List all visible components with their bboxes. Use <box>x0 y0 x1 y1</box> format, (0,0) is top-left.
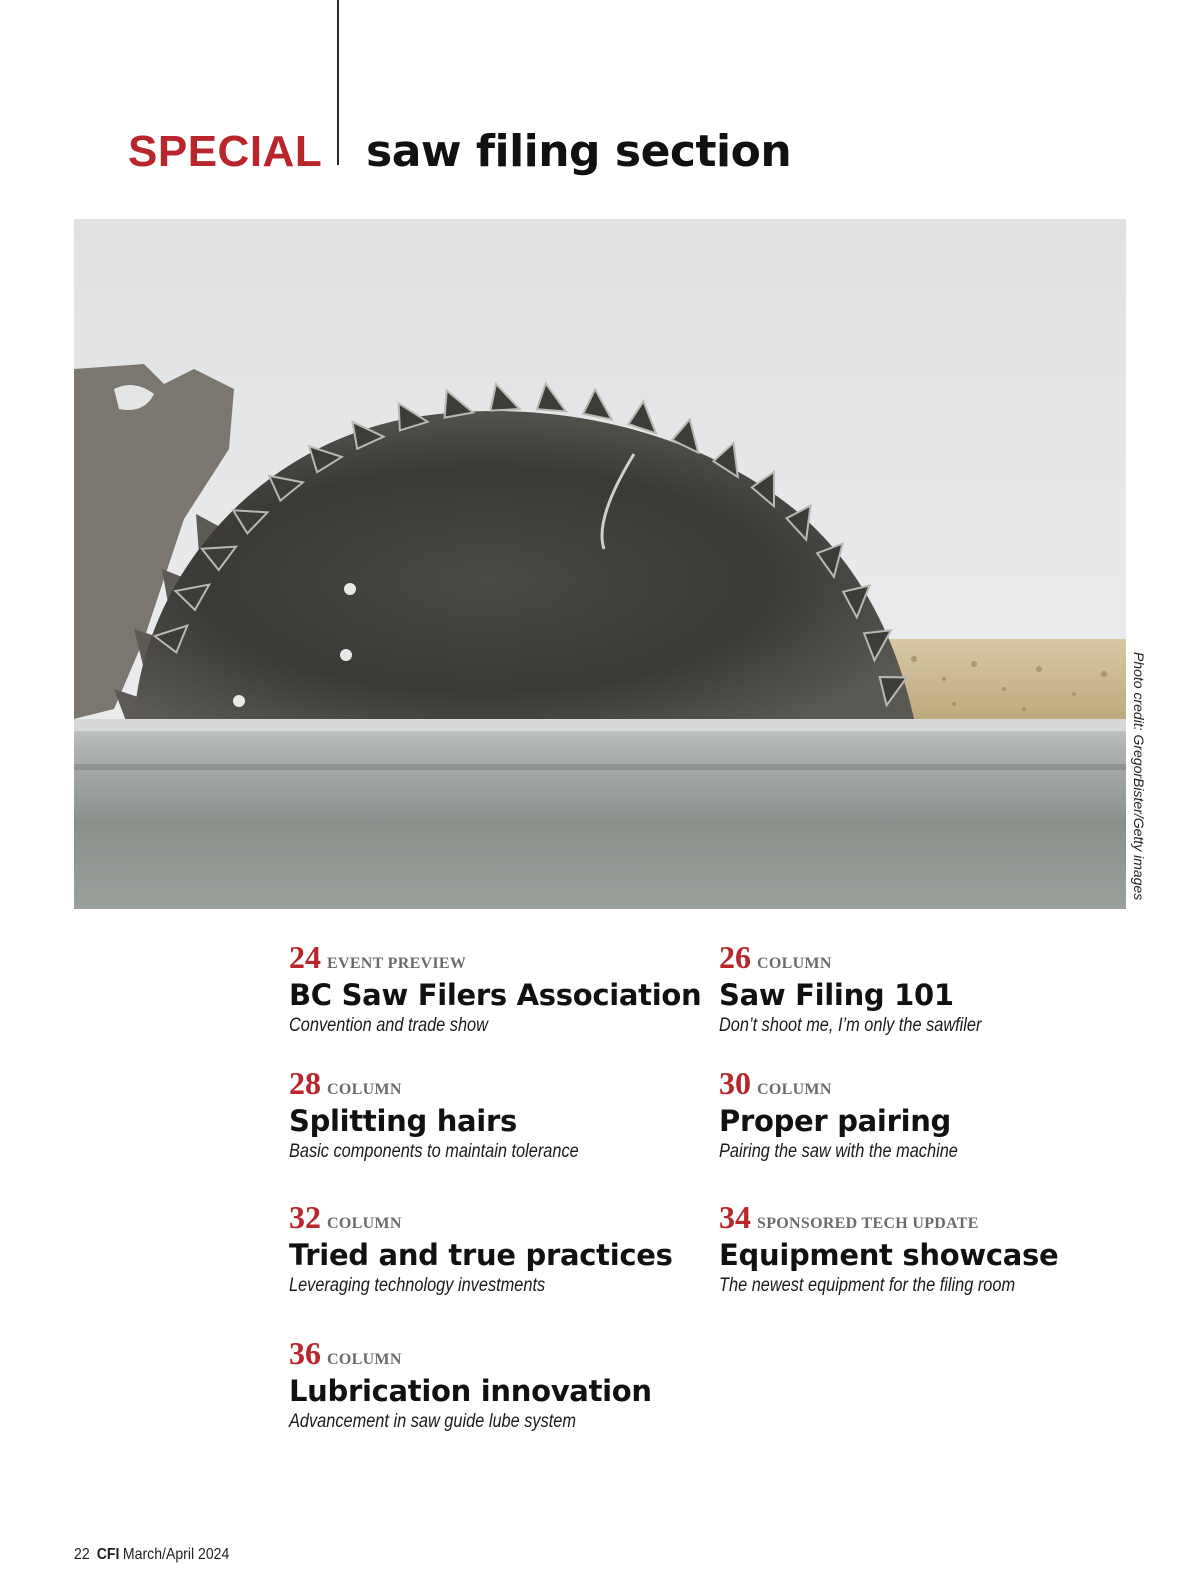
toc-kicker <box>719 940 1119 974</box>
toc-title[interactable]: Tried and true practices <box>289 1238 673 1272</box>
toc-category: COLUMN <box>327 1351 402 1368</box>
toc-category: EVENT PREVIEW <box>327 955 467 972</box>
saw-blade-photo <box>74 219 1126 909</box>
toc-subtitle: Advancement in saw guide lube system <box>289 1411 577 1432</box>
toc-page-number: 24 <box>289 939 321 975</box>
toc-page-number: 36 <box>289 1335 321 1371</box>
toc-page-number: 26 <box>719 939 751 975</box>
saw-blade-illustration <box>74 219 1126 909</box>
toc-title[interactable]: Saw Filing 101 <box>719 978 954 1012</box>
toc-page-number: 30 <box>719 1065 751 1101</box>
toc-kicker <box>719 1200 1119 1234</box>
page-footer <box>74 1546 229 1564</box>
toc-kicker <box>289 1336 689 1370</box>
toc-title[interactable]: Lubrication innovation <box>289 1374 652 1408</box>
toc-kicker <box>289 1066 689 1100</box>
toc-subtitle: Leveraging technology investments <box>289 1275 546 1296</box>
toc-category: SPONSORED TECH UPDATE <box>757 1215 979 1232</box>
toc-item-lubrication-innovation[interactable] <box>289 1336 689 1434</box>
toc-item-tried-and-true[interactable] <box>289 1200 689 1298</box>
saw-tooth <box>628 401 656 433</box>
toc-subtitle: Basic components to maintain tolerance <box>289 1141 579 1162</box>
toc-kicker <box>719 1066 1119 1100</box>
saw-tooth <box>537 384 566 412</box>
toc-item-proper-pairing[interactable] <box>719 1066 1119 1164</box>
header-divider-rule <box>337 0 339 165</box>
saw-tooth <box>583 389 611 419</box>
toc-page-number: 34 <box>719 1199 751 1235</box>
toc-title[interactable]: Equipment showcase <box>719 1238 1059 1272</box>
toc-kicker <box>289 1200 689 1234</box>
toc-title[interactable]: Proper pairing <box>719 1104 952 1138</box>
section-title: saw filing section <box>366 126 792 177</box>
toc-item-saw-filing-101[interactable] <box>719 940 1119 1038</box>
saw-tooth <box>445 391 474 418</box>
toc-category: COLUMN <box>757 1081 832 1098</box>
photo-credit: Photo credit: GregorBister/Getty images <box>1131 652 1147 901</box>
toc-category: COLUMN <box>327 1081 402 1098</box>
toc-subtitle: Don’t shoot me, I’m only the sawfiler <box>719 1015 982 1036</box>
toc-subtitle: Pairing the saw with the machine <box>719 1141 958 1162</box>
toc-category: COLUMN <box>327 1215 402 1232</box>
saw-tooth <box>490 384 519 411</box>
toc-kicker <box>289 940 689 974</box>
toc-page-number: 32 <box>289 1199 321 1235</box>
toc-category: COLUMN <box>757 955 832 972</box>
toc-item-splitting-hairs[interactable] <box>289 1066 689 1164</box>
toc-item-bc-saw-filers[interactable] <box>289 939 702 1038</box>
footer-page-number: 22 <box>74 1546 90 1563</box>
toc-subtitle: The newest equipment for the filing room <box>719 1275 1016 1296</box>
toc-item-equipment-showcase[interactable] <box>719 1200 1119 1298</box>
section-label: SPECIAL <box>128 127 323 176</box>
footer-publication: CFI <box>96 1546 120 1563</box>
toc-title[interactable]: BC Saw Filers Association <box>289 978 702 1012</box>
footer-issue: March/April 2024 <box>122 1546 230 1563</box>
toc-title[interactable]: Splitting hairs <box>289 1104 517 1138</box>
toc-subtitle: Convention and trade show <box>289 1015 488 1036</box>
toc-page-number: 28 <box>289 1065 321 1101</box>
